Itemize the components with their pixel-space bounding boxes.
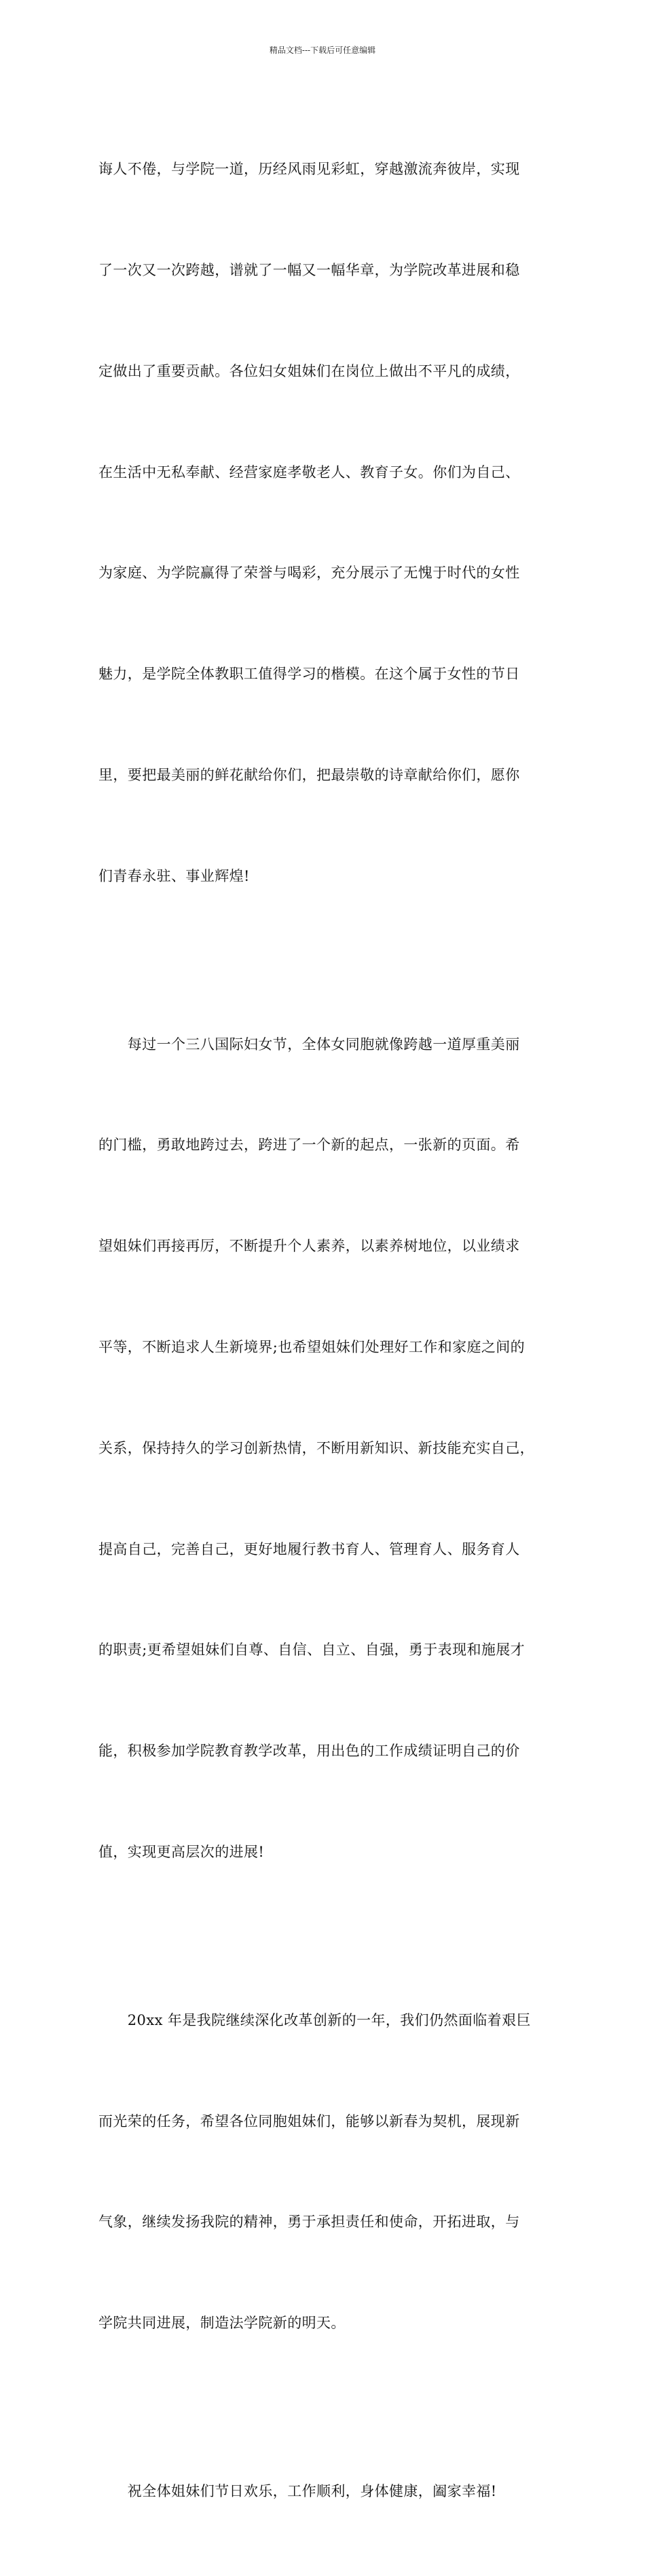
text-line: 每过一个三八国际妇女节，全体女同胞就像跨越一道厚重美丽 bbox=[98, 1036, 520, 1053]
page-header: 精品文档---下载后可任意编辑 bbox=[269, 45, 376, 55]
paragraph-3 bbox=[98, 1937, 553, 2408]
text-line: 望姐妹们再接再厉，不断提升个人素养，以素养树地位，以业绩求 bbox=[98, 1238, 520, 1255]
text-line: 值，实现更高层次的进展! bbox=[98, 1843, 265, 1860]
text-line: 而光荣的任务，希望各位同胞姐妹们，能够以新春为契机，展现新 bbox=[98, 2113, 520, 2129]
text-line: 了一次又一次跨越，谱就了一幅又一幅华章，为学院改革进展和稳 bbox=[98, 261, 520, 278]
text-line: 们青春永驻、事业辉煌! bbox=[98, 867, 250, 884]
paragraph-1 bbox=[98, 86, 553, 960]
text-line: 20xx 年是我院继续深化改革创新的一年，我们仍然面临着艰巨 bbox=[98, 2011, 531, 2028]
paragraph-2 bbox=[98, 960, 553, 1936]
paragraph-4 bbox=[98, 2408, 553, 2576]
text-line: 关系，保持持久的学习创新热情，不断用新知识、新技能充实自己， bbox=[98, 1439, 534, 1456]
text-line: 为家庭、为学院赢得了荣誉与喝彩，充分展示了无愧于时代的女性 bbox=[98, 565, 520, 582]
text-line: 提高自己，完善自己，更好地履行教书育人、管理育人、服务育人 bbox=[98, 1540, 520, 1557]
text-line: 气象，继续发扬我院的精神，勇于承担责任和使命，开拓进取，与 bbox=[98, 2214, 520, 2231]
text-line: 的门槛，勇敢地跨过去，跨进了一个新的起点，一张新的页面。希 bbox=[98, 1137, 520, 1154]
text-line: 在生活中无私奉献、经营家庭孝敬老人、教育子女。你们为自己、 bbox=[98, 463, 520, 480]
text-line: 的职责;更希望姐妹们自尊、自信、自立、自强，勇于表现和施展才 bbox=[98, 1642, 526, 1659]
text-line: 平等，不断追求人生新境界;也希望姐妹们处理好工作和家庭之间的 bbox=[98, 1338, 526, 1355]
text-line: 学院共同进展，制造法学院新的明天。 bbox=[98, 2315, 346, 2332]
text-line: 能，积极参加学院教育教学改革，用出色的工作成绩证明自己的价 bbox=[98, 1743, 520, 1760]
text-line: 定做出了重要贡献。各位妇女姐妹们在岗位上做出不平凡的成绩， bbox=[98, 362, 520, 379]
text-line: 诲人不倦，与学院一道，历经风雨见彩虹，穿越激流奔彼岸，实现 bbox=[98, 161, 520, 178]
document-body bbox=[98, 86, 553, 2576]
text-line: 里，要把最美丽的鲜花献给你们，把最崇敬的诗章献给你们，愿你 bbox=[98, 766, 520, 783]
text-line: 祝全体姐妹们节日欢乐，工作顺利，身体健康，阖家幸福! bbox=[98, 2483, 497, 2500]
text-line: 魅力，是学院全体教职工值得学习的楷模。在这个属于女性的节日 bbox=[98, 666, 520, 683]
